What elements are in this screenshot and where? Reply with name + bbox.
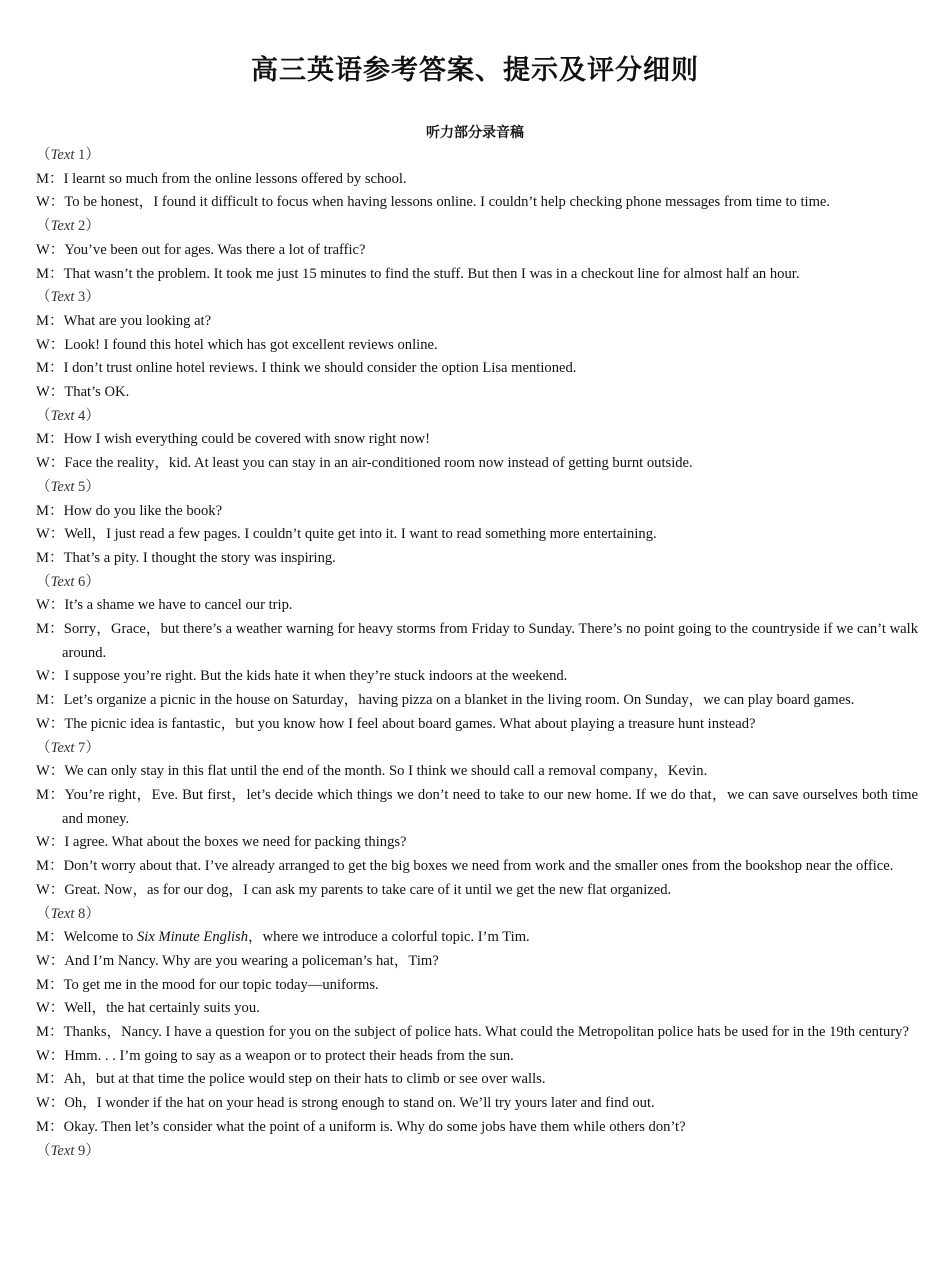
line-text-end: 1） [74,147,100,163]
line-text: M：Okay. Then let’s consider what the point of a uniform is. Why do some jobs have them while others don’t? [36,1118,686,1135]
dialog-line [36,1021,918,1045]
line-text: W：Well，the hat certainly suits you. [36,1000,260,1017]
line-text: W：And I’m Nancy. Why are you wearing a policeman’s hat，Tim? [36,952,439,969]
line-text: W：Face the reality，kid. At least you can stay in an air-conditioned room now instead of getting burnt outside. [36,455,693,472]
dialog-line [36,926,918,950]
dialog-line [36,950,918,974]
text-heading [36,1140,918,1164]
line-text: M：You’re right，Eve. But first，let’s decide which things we don’t need to take to our new home. If we do that，we can save ourselves both time and money. [36,786,918,827]
dialog-line [36,689,918,713]
dialog-line [36,879,918,903]
transcript [36,144,918,1163]
line-text-start: （ [36,573,51,590]
line-text-start: （ [36,147,51,163]
italic-text: Text [50,147,75,163]
line-text-end: 7） [74,739,100,756]
line-text: M：How do you like the book? [36,502,223,519]
dialog-line [36,784,918,831]
text-heading [36,903,918,927]
line-text-end: 8） [74,905,100,922]
dialog-line [36,974,918,998]
text-heading [36,737,918,761]
line-text-start: （ [36,1142,51,1159]
dialog-line [36,760,918,784]
line-text: M：Don’t worry about that. I’ve already arranged to get the big boxes we need from work and the smaller ones from the bookshop near the office. [36,858,894,875]
section-title: 听力部分录音稿 [426,125,524,141]
line-text-start: （ [36,407,51,424]
dialog-line [36,855,918,879]
line-text: W：We can only stay in this flat until the end of the month. So I think we should call a removal company，Kevin. [36,763,708,780]
line-text: W：Hmm. . . I’m going to say as a weapon or to protect their heads from the sun. [36,1047,514,1064]
line-text: M：I learnt so much from the online lessons offered by school. [36,170,407,187]
line-text: M：That wasn’t the problem. It took me just 15 minutes to find the stuff. But then I was in a checkout line for almost half an hour. [36,265,800,282]
dialog-line [36,713,918,737]
dialog-line [36,997,918,1021]
line-text-end: 2） [74,218,100,235]
dialog-line [36,381,918,405]
dialog-line [36,452,918,476]
line-text: W：Well，I just read a few pages. I couldn’t quite get into it. I want to read something more entertaining. [36,526,657,543]
line-text-end: 5） [74,478,100,495]
line-text-start: （ [36,905,51,922]
line-text: W：It’s a shame we have to cancel our trip. [36,597,293,614]
text-heading [36,215,918,239]
line-text: M：Sorry，Grace，but there’s a weather warning for heavy storms from Friday to Sunday. There’s no point going to the countryside if we can’t walk around. [36,621,918,661]
dialog-line [36,665,918,689]
line-text-start: （ [36,739,51,756]
dialog-line [36,168,918,192]
line-text-end: 9） [74,1142,100,1159]
italic-text: Text [50,218,75,235]
line-text: M：To get me in the mood for our topic today—uniforms. [36,976,379,993]
line-text-start: （ [36,478,51,495]
line-text: M：How I wish everything could be covered with snow right now! [36,431,430,448]
text-heading [36,476,918,500]
line-text: W：Oh，I wonder if the hat on your head is strong enough to stand on. We’ll try yours later and find out. [36,1095,655,1112]
line-text-end: ，where we introduce a colorful topic. I’m Tim. [248,929,530,946]
dialog-line [36,1116,918,1140]
line-text: M：What are you looking at? [36,312,212,329]
line-text-end: 3） [74,289,100,306]
italic-text: Text [50,407,75,424]
italic-text: Text [50,289,75,306]
line-text: W：The picnic idea is fantastic，but you know how I feel about board games. What about playing a treasure hunt instead? [36,715,756,732]
dialog-line [36,310,918,334]
line-text: W：To be honest，I found it difficult to focus when having lessons online. I couldn’t help checking phone messages from time to time. [36,194,831,211]
line-text: W：Great. Now，as for our dog，I can ask my parents to take care of it until we get the new flat organized. [36,881,672,898]
line-text-end: 6） [74,573,100,590]
page-title: 高三英语参考答案、提示及评分细则 [251,55,699,86]
line-text: M：I don’t trust online hotel reviews. I think we should consider the option Lisa mentioned. [36,360,577,377]
line-text: W：That’s OK. [36,384,130,401]
italic-text: Text [50,905,75,922]
dialog-line [36,831,918,855]
dialog-line [36,618,918,665]
dialog-line [36,1068,918,1092]
dialog-line [36,547,918,571]
line-text: W：Look! I found this hotel which has got excellent reviews online. [36,336,438,353]
text-heading [36,144,918,168]
italic-text: Text [50,739,75,756]
dialog-line [36,334,918,358]
dialog-line [36,1045,918,1069]
line-text: M：Ah，but at that time the police would step on their hats to climb or see over walls. [36,1071,546,1088]
line-text: W：I agree. What about the boxes we need for packing things? [36,834,407,851]
dialog-line [36,1092,918,1116]
line-text-start: （ [36,289,51,306]
italic-text: Text [50,478,75,495]
line-text-start: （ [36,218,51,235]
dialog-line [36,594,918,618]
dialog-line [36,523,918,547]
text-heading [36,571,918,595]
dialog-line [36,263,918,287]
dialog-line [36,239,918,263]
text-heading [36,405,918,429]
dialog-line [36,428,918,452]
line-text: M：That’s a pity. I thought the story was inspiring. [36,549,336,566]
line-text-end: 4） [74,407,100,424]
dialog-line [36,500,918,524]
text-heading [36,286,918,310]
line-text: W：I suppose you’re right. But the kids hate it when they’re stuck indoors at the weekend. [36,668,568,685]
line-text: M：Let’s organize a picnic in the house on Saturday，having pizza on a blanket in the living room. On Sunday，we can play board games. [36,692,855,709]
line-text-start: M：Welcome to [36,929,137,946]
dialog-line [36,191,918,215]
italic-text: Text [50,1142,75,1159]
line-text: W：You’ve been out for ages. Was there a lot of traffic? [36,241,366,258]
italic-text: Text [50,573,75,590]
line-text: M：Thanks，Nancy. I have a question for you on the subject of police hats. What could the Metropolitan police hats be used for in the 19th century? [36,1024,909,1041]
dialog-line [36,357,918,381]
italic-text: Six Minute English [136,929,249,946]
